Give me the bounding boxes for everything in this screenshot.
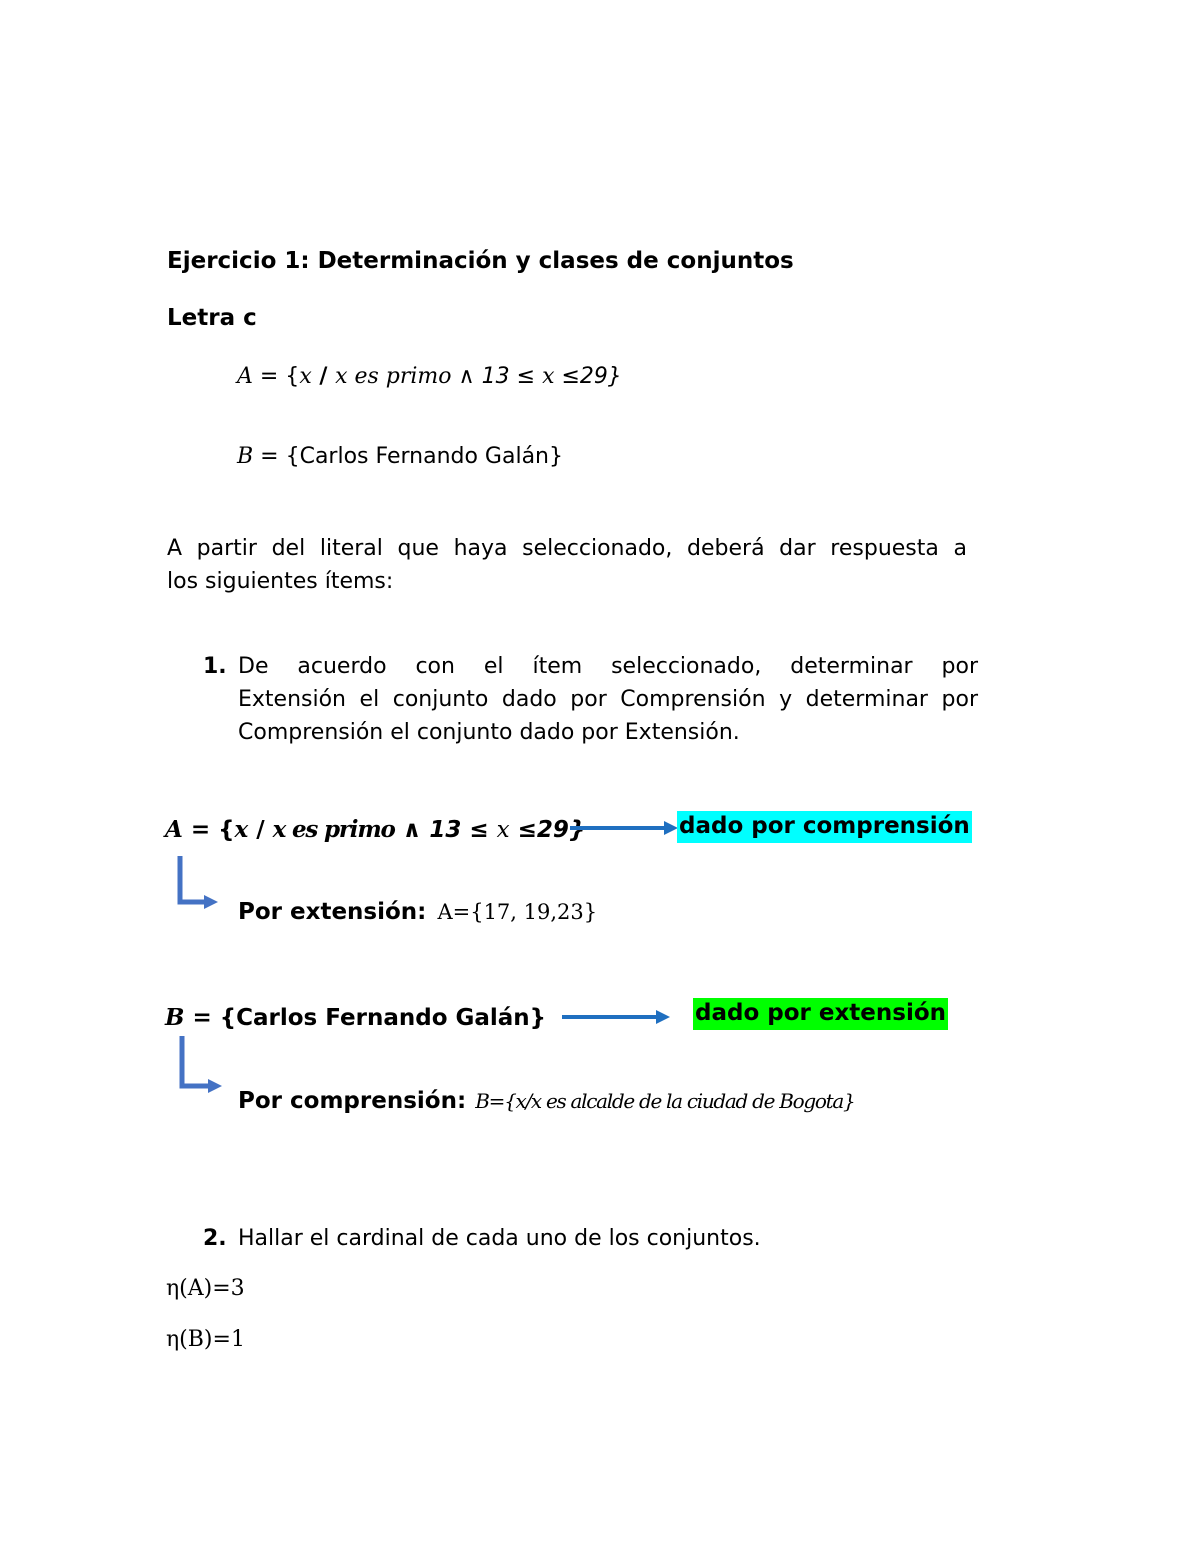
set-a-var: x	[299, 364, 312, 389]
comprension-row	[238, 1088, 854, 1114]
elbow-arrow-icon-2	[176, 1034, 224, 1096]
answer-b-set	[165, 1004, 546, 1031]
extension-row	[238, 899, 597, 925]
answer-a-condition: x es primo	[272, 816, 395, 843]
extension-badge-label: dado por extensión	[693, 998, 948, 1030]
letter-subtitle: Letra c	[167, 305, 257, 331]
item-2-text: Hallar el cardinal de cada uno de los conjuntos.	[238, 1226, 761, 1251]
answer-a-symbol: A	[165, 816, 183, 843]
set-a-range: 13 ≤	[481, 364, 543, 389]
instruction-line-2: los siguientes ítems:	[167, 569, 394, 594]
set-a-tail: ≤29}	[554, 364, 622, 389]
cardinal-b: η(B)=1	[166, 1327, 245, 1352]
item-1-line-2: Extensión el conjunto dado por Comprensión y determinar por	[238, 687, 978, 712]
answer-a-set	[165, 816, 585, 843]
extension-badge	[693, 1000, 948, 1026]
exercise-title: Ejercicio 1: Determinación y clases de conjuntos	[167, 248, 794, 274]
comprension-badge	[677, 813, 972, 839]
elbow-arrow-icon	[174, 854, 222, 910]
extension-label: Por extensión:	[238, 899, 427, 925]
answer-a-wedge: ∧	[394, 817, 430, 843]
arrow-right-icon	[568, 818, 680, 838]
comprension-label: Por comprensión:	[238, 1088, 467, 1114]
arrow-right-icon-2	[560, 1007, 672, 1027]
set-b-definition	[237, 440, 563, 473]
set-b-elements: = {Carlos Fernando Galán}	[253, 444, 563, 469]
item-2-number: 2.	[203, 1226, 227, 1251]
instruction-paragraph	[167, 532, 967, 598]
comprension-value: B={x/x es alcalde de la ciudad de Bogota}	[475, 1089, 855, 1113]
answer-b-elements: = {Carlos Fernando Galán}	[184, 1005, 547, 1031]
set-a-condition: x es primo	[335, 364, 452, 389]
set-a-definition	[237, 360, 622, 393]
extension-value: A={17, 19,23}	[437, 900, 598, 924]
item-1-line-3: Comprensión el conjunto dado por Extensión.	[238, 720, 740, 745]
set-a-var2: x	[542, 364, 555, 389]
answer-a-range: 13 ≤	[429, 817, 497, 843]
answer-a-var2: x	[496, 817, 510, 843]
comprension-badge-label: dado por comprensión	[677, 811, 972, 843]
answer-a-slash: /	[248, 817, 273, 843]
item-1-line-1: De acuerdo con el ítem seleccionado, determinar por	[238, 654, 978, 679]
set-a-wedge: ∧	[451, 364, 482, 389]
answer-a-tail: ≤29}	[509, 817, 586, 843]
set-a-slash: /	[311, 364, 336, 389]
answer-a-equals: = {	[182, 817, 235, 843]
item-1-text	[238, 650, 978, 749]
set-a-symbol: A	[237, 364, 253, 389]
set-b-symbol: B	[237, 444, 254, 469]
cardinal-a: η(A)=3	[166, 1276, 245, 1301]
set-a-equals: = {	[252, 364, 300, 389]
answer-a-var: x	[234, 816, 249, 843]
item-1-number: 1.	[203, 654, 227, 679]
instruction-line-1: A partir del literal que haya seleccionado, deberá dar respuesta a	[167, 536, 967, 561]
answer-b-symbol: B	[165, 1004, 185, 1031]
